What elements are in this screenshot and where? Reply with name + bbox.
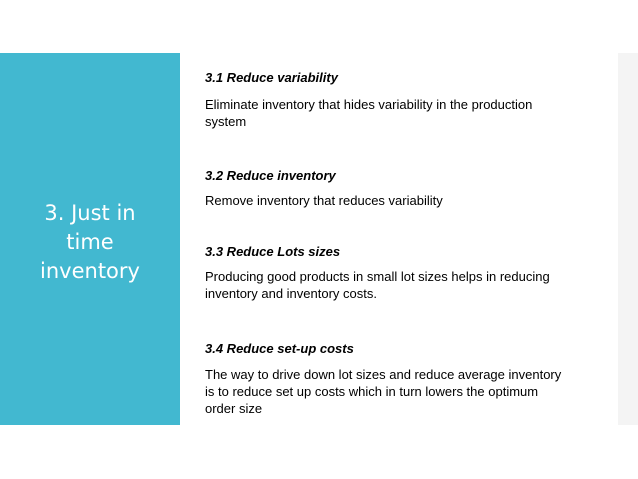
section-body-line: Remove inventory that reduces variability xyxy=(205,193,443,208)
slide-title-line: time xyxy=(66,230,114,254)
section-body-line: system xyxy=(205,114,247,129)
section-reduce-lot-sizes xyxy=(205,244,605,302)
scrollbar[interactable] xyxy=(618,53,638,425)
slide-title-line: 3. Just in xyxy=(44,201,136,225)
section-body-line: order size xyxy=(205,401,263,416)
section-reduce-inventory xyxy=(205,168,605,209)
section-heading: 3.4 Reduce set-up costs xyxy=(205,341,354,356)
section-body-line: Eliminate inventory that hides variability in the production xyxy=(205,97,533,112)
slide-title xyxy=(0,199,180,286)
section-heading: 3.2 Reduce inventory xyxy=(205,168,336,183)
side-panel xyxy=(0,53,180,425)
section-reduce-setup-costs xyxy=(205,341,605,417)
section-heading: 3.3 Reduce Lots sizes xyxy=(205,244,341,259)
section-body-line: Producing good products in small lot sizes helps in reducing xyxy=(205,269,550,284)
section-reduce-variability xyxy=(205,70,605,130)
scrollbar-thumb[interactable] xyxy=(618,53,638,425)
slide-title-line: inventory xyxy=(40,259,140,283)
section-body-line: inventory and inventory costs. xyxy=(205,286,377,301)
section-body-line: is to reduce set up costs which in turn lowers the optimum xyxy=(205,384,539,399)
section-heading: 3.1 Reduce variability xyxy=(205,70,338,85)
section-body-line: The way to drive down lot sizes and reduce average inventory xyxy=(205,367,562,382)
